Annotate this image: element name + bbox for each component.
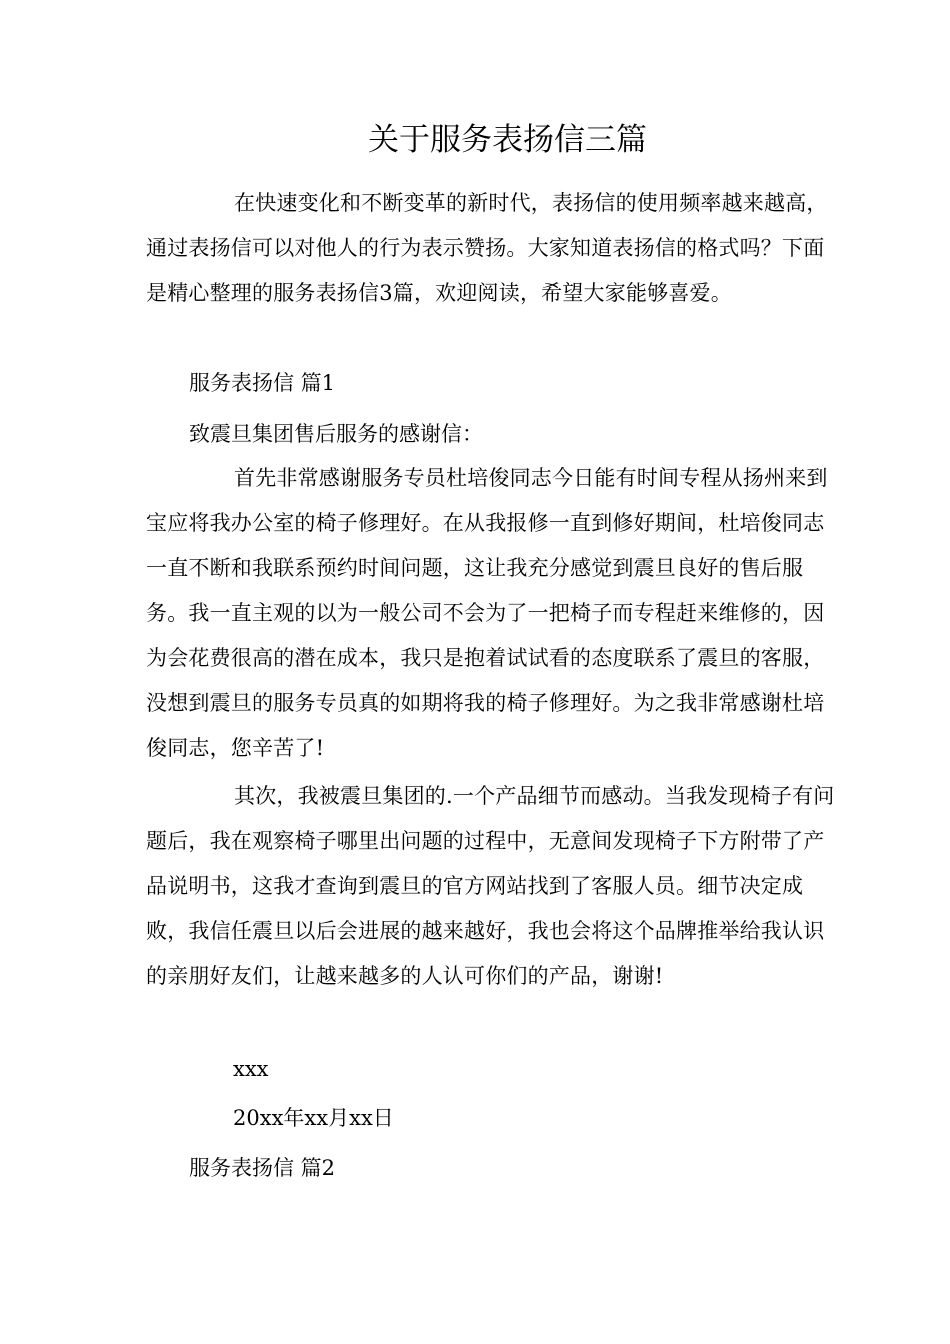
signature: xxx: [233, 1057, 269, 1081]
section2-heading: 服务表扬信 篇2: [189, 1156, 336, 1180]
date: 20xx年xx月xx日: [233, 1106, 394, 1130]
salutation: 致震旦集团售后服务的感谢信：: [189, 422, 483, 446]
document-title: 关于服务表扬信三篇: [368, 122, 647, 158]
body-paragraph-2: 其次，我被震旦集团的.一个产品细节而感动。当我发现椅子有问题后，我在观察椅子哪里出问题的过程中，无意间发现椅子下方附带了产品说明书，这我才查询到震旦的官方网站找到了客服人员。细节决定成败，我信任震旦以后会进展的越来越好，我也会将这个品牌推举给我认识的亲朋好友们，让越来越多的人认可你们的产品，谢谢!: [146, 784, 835, 988]
section1-heading: 服务表扬信 篇1: [189, 371, 336, 395]
intro-paragraph: 在快速变化和不断变革的新时代，表扬信的使用频率越来越高，通过表扬信可以对他人的行为表示赞扬。大家知道表扬信的格式吗？下面是精心整理的服务表扬信3篇，欢迎阅读，希望大家能够喜爱。: [146, 191, 828, 305]
body-paragraph-1: 首先非常感谢服务专员杜培俊同志今日能有时间专程从扬州来到宝应将我办公室的椅子修理好。在从我报修一直到修好期间，杜培俊同志一直不断和我联系预约时间问题，这让我充分感觉到震旦良好的售后服务。我一直主观的以为一般公司不会为了一把椅子而专程赶来维修的，因为会花费很高的潜在成本，我只是抱着试试看的态度联系了震旦的客服，没想到震旦的服务专员真的如期将我的椅子修理好。为之我非常感谢杜培俊同志，您辛苦了!: [146, 466, 828, 760]
